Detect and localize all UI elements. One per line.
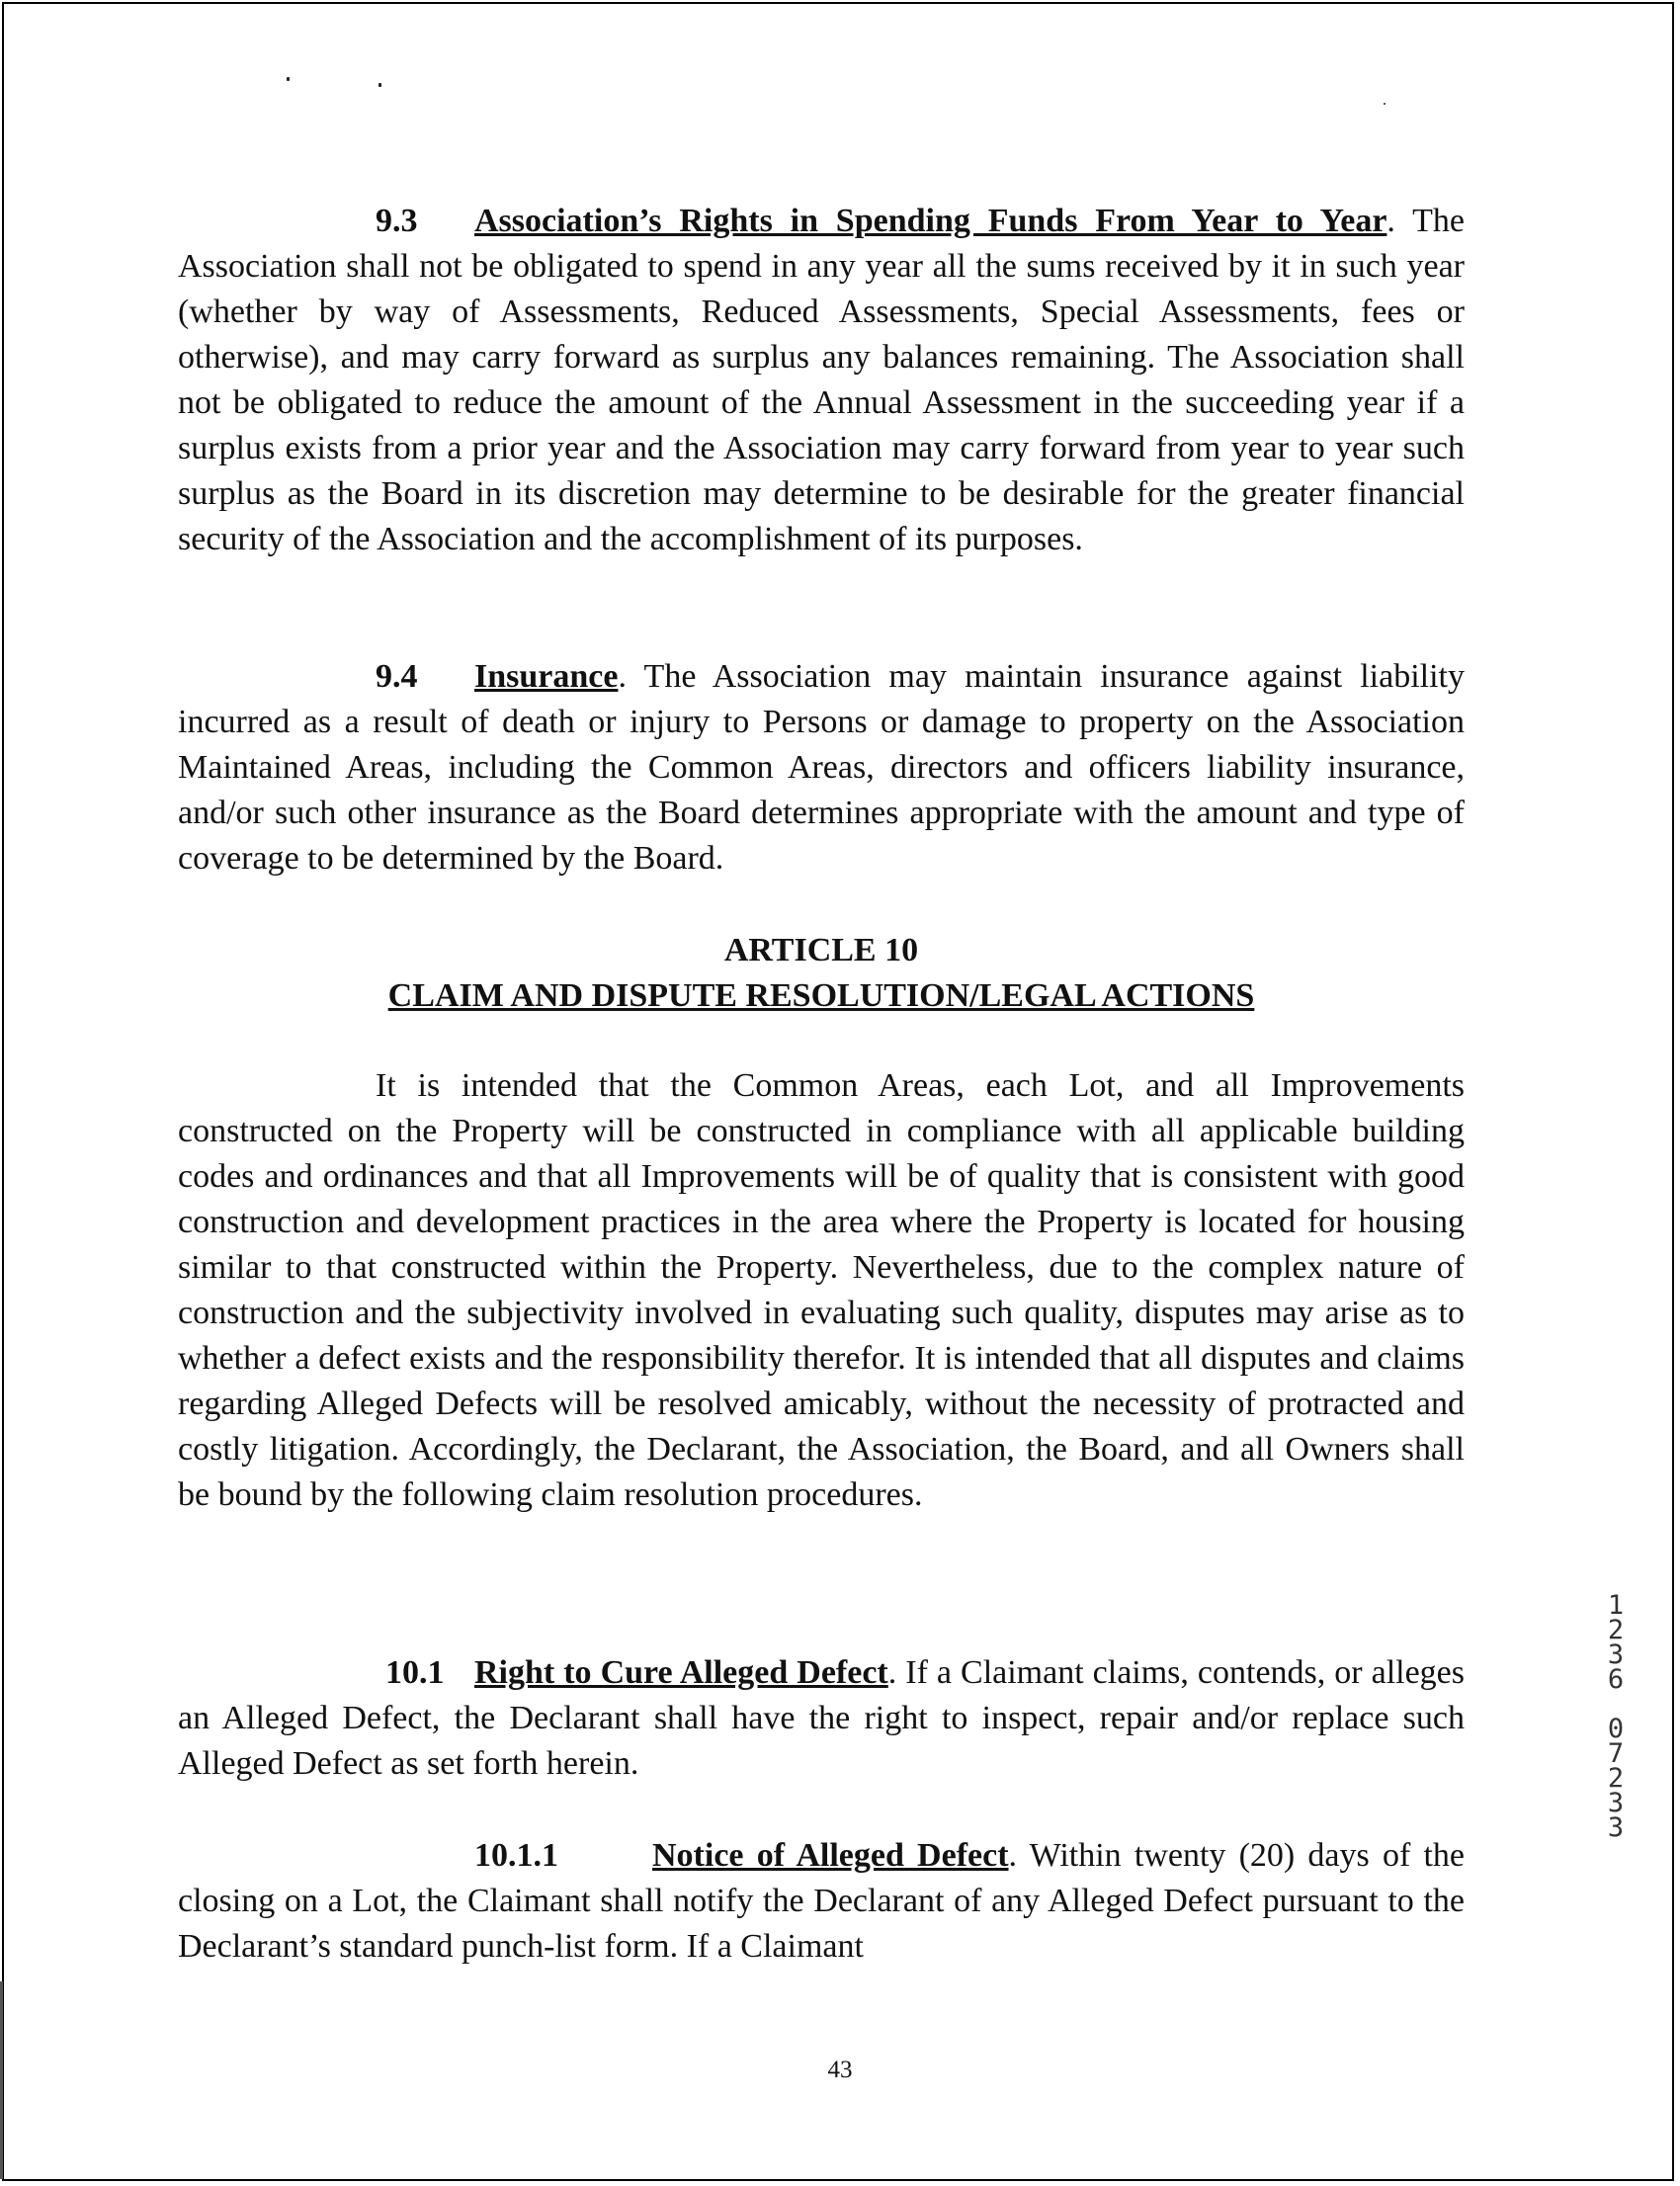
side-stamp-number: 1 2 3 6 0 7 2 3 3 xyxy=(1607,1590,1625,1843)
section-body: Within twenty (20) days of the closing on a Lot, the Claimant shall notify the Declarant of any Alleged Defect pursuant to the Declarant’s standard punch-list form. If a Claimant xyxy=(178,1837,1465,1965)
section-number: 10.1.1 xyxy=(474,1837,558,1874)
section-10-1-1: 10.1.1 Notice of Alleged Defect. Within twenty (20) days of the closing on a Lot, the Claimant shall notify the Declarant of any Alleged Defect pursuant to the Declarant’s standard punch-list form. If a Claimant xyxy=(178,1833,1465,1970)
scan-speck xyxy=(1384,103,1386,105)
section-10-1: 10.1 Right to Cure Alleged Defect. If a Claimant claims, contends, or alleges an Alleged Defect, the Declarant shall have the right to inspect, repair and/or replace such Alleged Defect as set forth herein. xyxy=(178,1650,1465,1787)
article-title: CLAIM AND DISPUTE RESOLUTION/LEGAL ACTIONS xyxy=(387,977,1255,1014)
section-9-4: 9.4 Insurance. The Association may maintain insurance against liability incurred as a result of death or injury to Persons or damage to property on the Association Maintained Areas, including the Common Areas, directors and officers liability insurance, and/or such other insurance as the Board determines appropriate with the amount and type of coverage to be determined by the Board. xyxy=(178,654,1465,882)
section-number: 9.3 xyxy=(376,203,418,239)
article-intro-text: It is intended that the Common Areas, each Lot, and all Improvements constructed on the Property will be constructed in compliance with all applicable building codes and ordinances and that all Improvements will be of quality that is consistent with good construction and development practices in the area where the Property is located for housing similar to that constructed within the Property. Nevertheless, due to the complex nature of construction and the subjectivity involved in evaluating such quality, disputes may arise as to whether a defect exists and the responsibility therefor. It is intended that all disputes and claims regarding Alleged Defects will be resolved amicably, without the necessity of protracted and costly litigation. Accordingly, the Declarant, the Association, the Board, and all Owners shall be bound by the following claim resolution procedures. xyxy=(178,1067,1465,1513)
scan-speck xyxy=(378,83,381,87)
section-number: 10.1 xyxy=(385,1654,445,1691)
section-title: Association’s Rights in Spending Funds From Year to Year xyxy=(474,203,1387,239)
section-body: The Association may maintain insurance against liability incurred as a result of death or injury to Persons or damage to property on the Association Maintained Areas, including the Common Areas, directors and officers liability insurance, and/or such other insurance as the Board determines appropriate with the amount and type of coverage to be determined by the Board. xyxy=(178,658,1466,877)
section-body: If a Claimant claims, contends, or alleges an Alleged Defect, the Declarant shall have the right to inspect, repair and/or replace such Alleged Defect as set forth herein. xyxy=(178,1654,1466,1782)
section-9-3: 9.3 Association’s Rights in Spending Funds From Year to Year. The Association shall not be obligated to spend in any year all the sums received by it in such year (whether by way of Assessments, Reduced Assessments, Special Assessments, fees or otherwise), and may carry forward as surplus any balances remaining. The Association shall not be obligated to reduce the amount of the Annual Assessment in the succeeding year if a surplus exists from a prior year and the Association may carry forward from year to year such surplus as the Board in its discretion may determine to be desirable for the greater financial security of the Association and the accomplishment of its purposes. xyxy=(178,199,1465,562)
section-title: Notice of Alleged Defect xyxy=(652,1837,1009,1874)
section-title: Right to Cure Alleged Defect xyxy=(474,1654,888,1691)
article-intro xyxy=(178,1063,1465,1518)
scan-speck xyxy=(287,77,290,81)
section-title: Insurance xyxy=(474,658,619,695)
section-number: 9.4 xyxy=(376,658,418,695)
section-body: The Association shall not be obligated to spend in any year all the sums received by it in such year (whether by way of Assessments, Reduced Assessments, Special Assessments, fees or otherwise), and may carry forward as surplus any balances remaining. The Association shall not be obligated to reduce the amount of the Annual Assessment in the succeeding year if a surplus exists from a prior year and the Association may carry forward from year to year such surplus as the Board in its discretion may determine to be desirable for the greater financial security of the Association and the accomplishment of its purposes. xyxy=(178,203,1465,557)
article-label: ARTICLE 10 xyxy=(723,932,919,968)
page-number: 43 xyxy=(827,2057,853,2083)
article-heading xyxy=(178,928,1465,1019)
